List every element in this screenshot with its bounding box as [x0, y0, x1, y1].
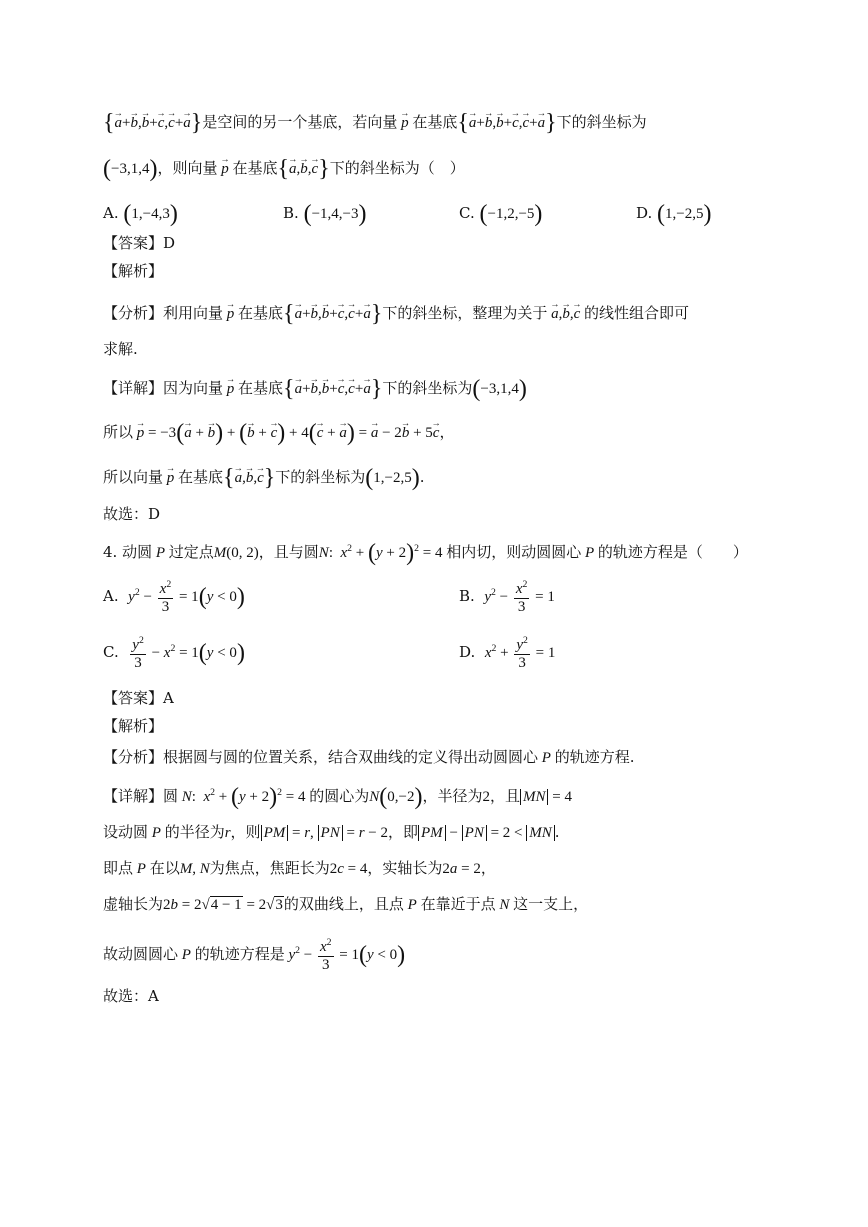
- focus-text-c: 为焦点，焦距长为: [209, 859, 330, 877]
- fenxi-text-a: 【分析】利用向量: [103, 304, 224, 322]
- q3-xiangjie-line: 【详解】因为向量 → p 在基底{→ a+→ b,→ b+→ c,→ c+→ a}下的斜坐标为(−3,1,4): [103, 377, 527, 401]
- q3-option-b: B. (−1,4,−3): [283, 201, 367, 227]
- q3-fenxi-line-2: 求解.: [103, 340, 138, 358]
- stem-text-c: ，且与圆: [258, 543, 319, 561]
- option-label: A.: [103, 586, 119, 605]
- fenxi-text-c: 下的斜坐标，整理为关于: [382, 304, 548, 322]
- q4-option-a: A. $y^2$ − $\frac{x^2}{3}$ = 1(y < 0): [103, 579, 245, 615]
- q4-fenxi-line: 【分析】根据圆与圆的位置关系，结合双曲线的定义得出动圆圆心 P 的轨迹方程.: [103, 748, 635, 766]
- radius-text-d: ，即: [388, 823, 419, 841]
- q4-option-d: D. $x^2$ + $\frac{y^2}{3}$ = 1: [459, 635, 556, 671]
- q4-choose: 故选：A: [103, 987, 159, 1005]
- q3-line2-text-a: ，则向量: [157, 159, 218, 177]
- focus-text-a: 即点: [103, 859, 134, 877]
- radius-text-c: ，则: [230, 823, 261, 841]
- q4-axis-line: 虚轴长为2b = 2√4 − 1 = 2√3的双曲线上，且点 P 在靠近于点 N 这一支上，: [103, 895, 589, 913]
- q3-option-d: D. (1,−2,5): [636, 201, 712, 227]
- q4-option-b: B. $y^2$ − $\frac{x^2}{3}$ = 1: [459, 579, 555, 615]
- axis-text-b: 的双曲线上，且点: [283, 895, 404, 913]
- xiangjie-text-c: 下的斜坐标为: [382, 379, 473, 397]
- focus-text-d: ，实轴长为: [367, 859, 443, 877]
- q3-equation-line: 所以 → p = −3(→ a + → b) + (→ b + → c) + 4(→ c + → a) = → a − 2→ b + 5→ c，: [103, 421, 454, 445]
- fenxi-text-b: 的轨迹方程.: [554, 748, 635, 766]
- option-label: C.: [459, 204, 475, 222]
- q3-option-c: C. (−1,2,−5): [459, 201, 543, 227]
- radius-text-b: 的半径为: [164, 823, 225, 841]
- result-text-a: 故动圆圆心: [103, 944, 179, 963]
- stem-text-b: 过定点: [168, 543, 214, 561]
- option-label: D.: [636, 204, 653, 222]
- xiangjie-text-d: ，且: [489, 787, 520, 805]
- radius-text-a: 设动圆: [103, 823, 149, 841]
- q4-analysis-label: 【解析】: [103, 717, 164, 735]
- q3-option-a: A. (1,−4,3): [103, 201, 178, 227]
- q3-line2-text-c: 下的斜坐标为（ ）: [329, 159, 465, 177]
- option-label: B.: [283, 204, 299, 222]
- xiangjie-text-a: 【详解】圆: [103, 787, 179, 805]
- q3-line-1: {→ a+→ b,→ b+→ c,→ c+→ a}是空间的另一个基底，若向量 → p 在基底{→ a+→ b,→ b+→ c,→ c+→ a}下的斜坐标为: [103, 111, 647, 135]
- axis-text-d: 这一支上，: [513, 895, 589, 913]
- axis-text-a: 虚轴长为: [103, 895, 164, 913]
- option-label: D.: [459, 642, 476, 661]
- option-label: A.: [103, 204, 119, 222]
- suoyi-text: 所以: [103, 423, 134, 441]
- option-label: C.: [103, 642, 119, 661]
- stem-text-e: 的轨迹方程是（ ）: [597, 543, 748, 561]
- q4-option-c: C. $\frac{y^2}{3}$ − $x^2 = 1(y < 0)$: [103, 635, 245, 671]
- focus-text-b: 在以: [149, 859, 180, 877]
- q4-answer: 【答案】A: [103, 689, 174, 707]
- q4-radius-line: 设动圆 P 的半径为r，则 PM = r, PN = r − 2，即 PM − PN = 2 < MN .: [103, 823, 560, 841]
- axis-text-c: 在靠近于点: [420, 895, 496, 913]
- stem-text-d: 相内切，则动圆圆心: [446, 543, 582, 561]
- xiangjie-text-a: 【详解】因为向量: [103, 379, 224, 397]
- q3-result-line: 所以向量 → p 在基底{→ a,→ b,→ c}下的斜坐标为(1,−2,5).: [103, 466, 425, 490]
- q3-fenxi-line: 【分析】利用向量 → p 在基底{→ a+→ b,→ b+→ c,→ c+→ a}下的斜坐标，整理为关于 → a,→ b,→ c 的线性组合即可: [103, 302, 689, 326]
- q3-choose: 故选：D: [103, 505, 161, 523]
- q4-focus-line: 即点 P 在以M, N为焦点，焦距长为2c = 4，实轴长为2a = 2，: [103, 859, 496, 877]
- xiangjie-text-c: ，半径为: [422, 787, 483, 805]
- xiangjie-text-b: 的圆心为: [309, 787, 370, 805]
- fenxi-text-d: 的线性组合即可: [584, 304, 690, 322]
- q3-line1-text-a: 是空间的另一个基底，若向量: [202, 113, 398, 131]
- suoyi2-text-a: 所以向量: [103, 468, 164, 486]
- q3-line1-text-b: 在基底: [412, 113, 458, 131]
- suoyi2-text-c: 下的斜坐标为: [275, 468, 366, 486]
- q3-line2-text-b: 在基底: [232, 159, 278, 177]
- xiangjie-text-b: 在基底: [238, 379, 284, 397]
- fenxi-text-a: 【分析】根据圆与圆的位置关系，结合双曲线的定义得出动圆圆心: [103, 748, 539, 766]
- q3-answer: 【答案】D: [103, 234, 176, 252]
- fenxi-text-b: 在基底: [238, 304, 284, 322]
- suoyi2-text-b: 在基底: [178, 468, 224, 486]
- q3-line1-text-c: 下的斜坐标为: [556, 113, 647, 131]
- stem-text-a: 4. 动圆: [103, 543, 153, 561]
- q4-stem: 4. 动圆 P 过定点M(0, 2)，且与圆N: $x^2 + (y + 2)^2 = 4$ 相内切，则动圆圆心 P 的轨迹方程是（ ）: [103, 540, 748, 566]
- q4-xiangjie-line: 【详解】圆 N: $x^2 + (y + 2)^2 = 4$ 的圆心为N(0,−2)，半径为2，且 MN = 4: [103, 784, 572, 810]
- q3-analysis-label: 【解析】: [103, 262, 164, 280]
- q3-line-2: (−3,1,4)，则向量 → p 在基底{→ a,→ b,→ c}下的斜坐标为（ ）: [103, 157, 465, 181]
- option-label: B.: [459, 586, 475, 605]
- q4-result-line: 故动圆圆心 P 的轨迹方程是 $y^2$ − $\frac{x^2}{3}$ = 1(y < 0): [103, 937, 406, 973]
- result-text-b: 的轨迹方程是: [194, 944, 285, 963]
